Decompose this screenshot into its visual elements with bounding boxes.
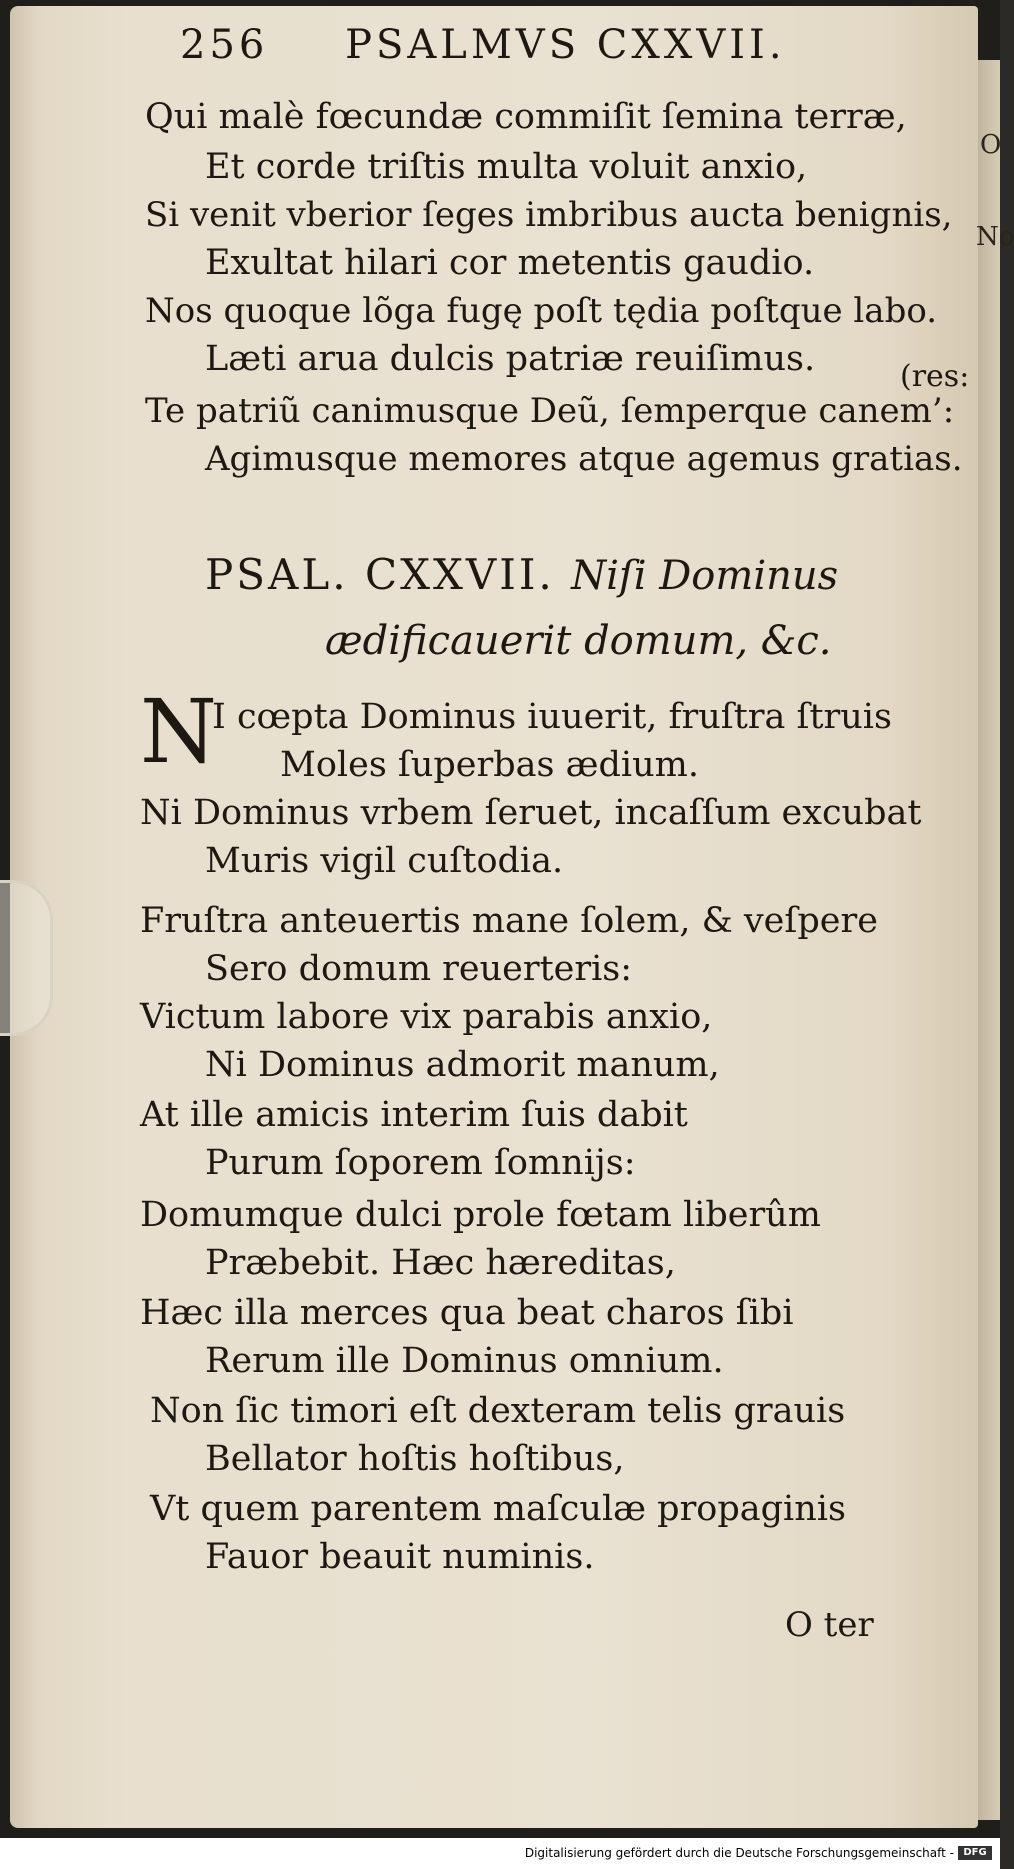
verse-line: Sero domum reuerteris: (205, 949, 633, 989)
psalm-incipit: Niſi Dominus (571, 553, 839, 599)
running-title: PSALMVS CXXVII. (345, 22, 786, 68)
psalm-heading (205, 550, 838, 599)
verse-line: Vt quem parentem maſculæ propaginis (150, 1489, 846, 1529)
facing-page-fragment: No (976, 222, 1014, 252)
funding-credit: Digitalisierung gefördert durch die Deutsche Forschungsgemeinschaft - (524, 1846, 954, 1860)
verse-line: Qui malè fœcundæ commiſit ſemina terræ, (145, 97, 907, 137)
verse-line: Fauor beauit numinis. (205, 1537, 595, 1577)
verse-line: Te patriũ canimusque Deũ, ſemperque canem’: (145, 391, 955, 431)
margin-note: (res: (900, 359, 970, 394)
drop-cap: N (140, 680, 217, 783)
verse-line: Et corde triſtis multa voluit anxio, (205, 147, 808, 187)
verse-line: Præbebit. Hæc hæreditas, (205, 1243, 676, 1283)
verse-line: Rerum ille Dominus omnium. (205, 1341, 724, 1381)
binding-clip (0, 880, 53, 1036)
catchword: O ter (785, 1605, 874, 1645)
verse-line: Læti arua dulcis patriæ reuiſimus. (205, 339, 816, 379)
verse-line: Muris vigil cuſtodia. (205, 841, 564, 881)
psalm-label: PSAL. CXXVII. (205, 550, 555, 599)
verse-line: Non ſic timori eſt dexteram telis grauis (150, 1391, 846, 1431)
verse-line: Si venit vberior ſeges imbribus aucta benignis, (145, 195, 953, 235)
psalm-incipit-continued: ædificauerit domum, &c. (325, 618, 832, 664)
running-header (180, 22, 940, 68)
verse-line: Fruſtra anteuertis mane ſolem, & veſpere (140, 901, 878, 941)
verse-line: Nos quoque lõga fugę poſt tędia poſtque labo. (145, 291, 938, 331)
dfg-logo: DFG (958, 1846, 992, 1860)
verse-line: I cœpta Dominus iuuerit, fruſtra ſtruis (212, 697, 892, 737)
facing-page-fragment: O (980, 130, 1002, 160)
verse-line: Moles ſuperbas ædium. (280, 745, 699, 785)
verse-line: Victum labore vix parabis anxio, (140, 997, 713, 1037)
verse-line: At ille amicis interim ſuis dabit (140, 1095, 688, 1135)
verse-line: Exultat hilari cor metentis gaudio. (205, 243, 815, 283)
verse-line: Bellator hoſtis hoſtibus, (205, 1439, 625, 1479)
page-number: 256 (180, 22, 269, 68)
verse-line: Purum ſoporem ſomnijs: (205, 1143, 636, 1183)
digitization-footer (0, 1838, 1000, 1869)
verse-line: Hæc illa merces qua beat charos ſibi (140, 1293, 794, 1333)
verse-line: Ni Dominus vrbem ſeruet, incaſſum excubat (140, 793, 922, 833)
verse-line: Agimusque memores atque agemus gratias. (205, 439, 963, 479)
verse-line: Domumque dulci prole fœtam liberûm (140, 1195, 821, 1235)
verse-line: Ni Dominus admorit manum, (205, 1045, 720, 1085)
